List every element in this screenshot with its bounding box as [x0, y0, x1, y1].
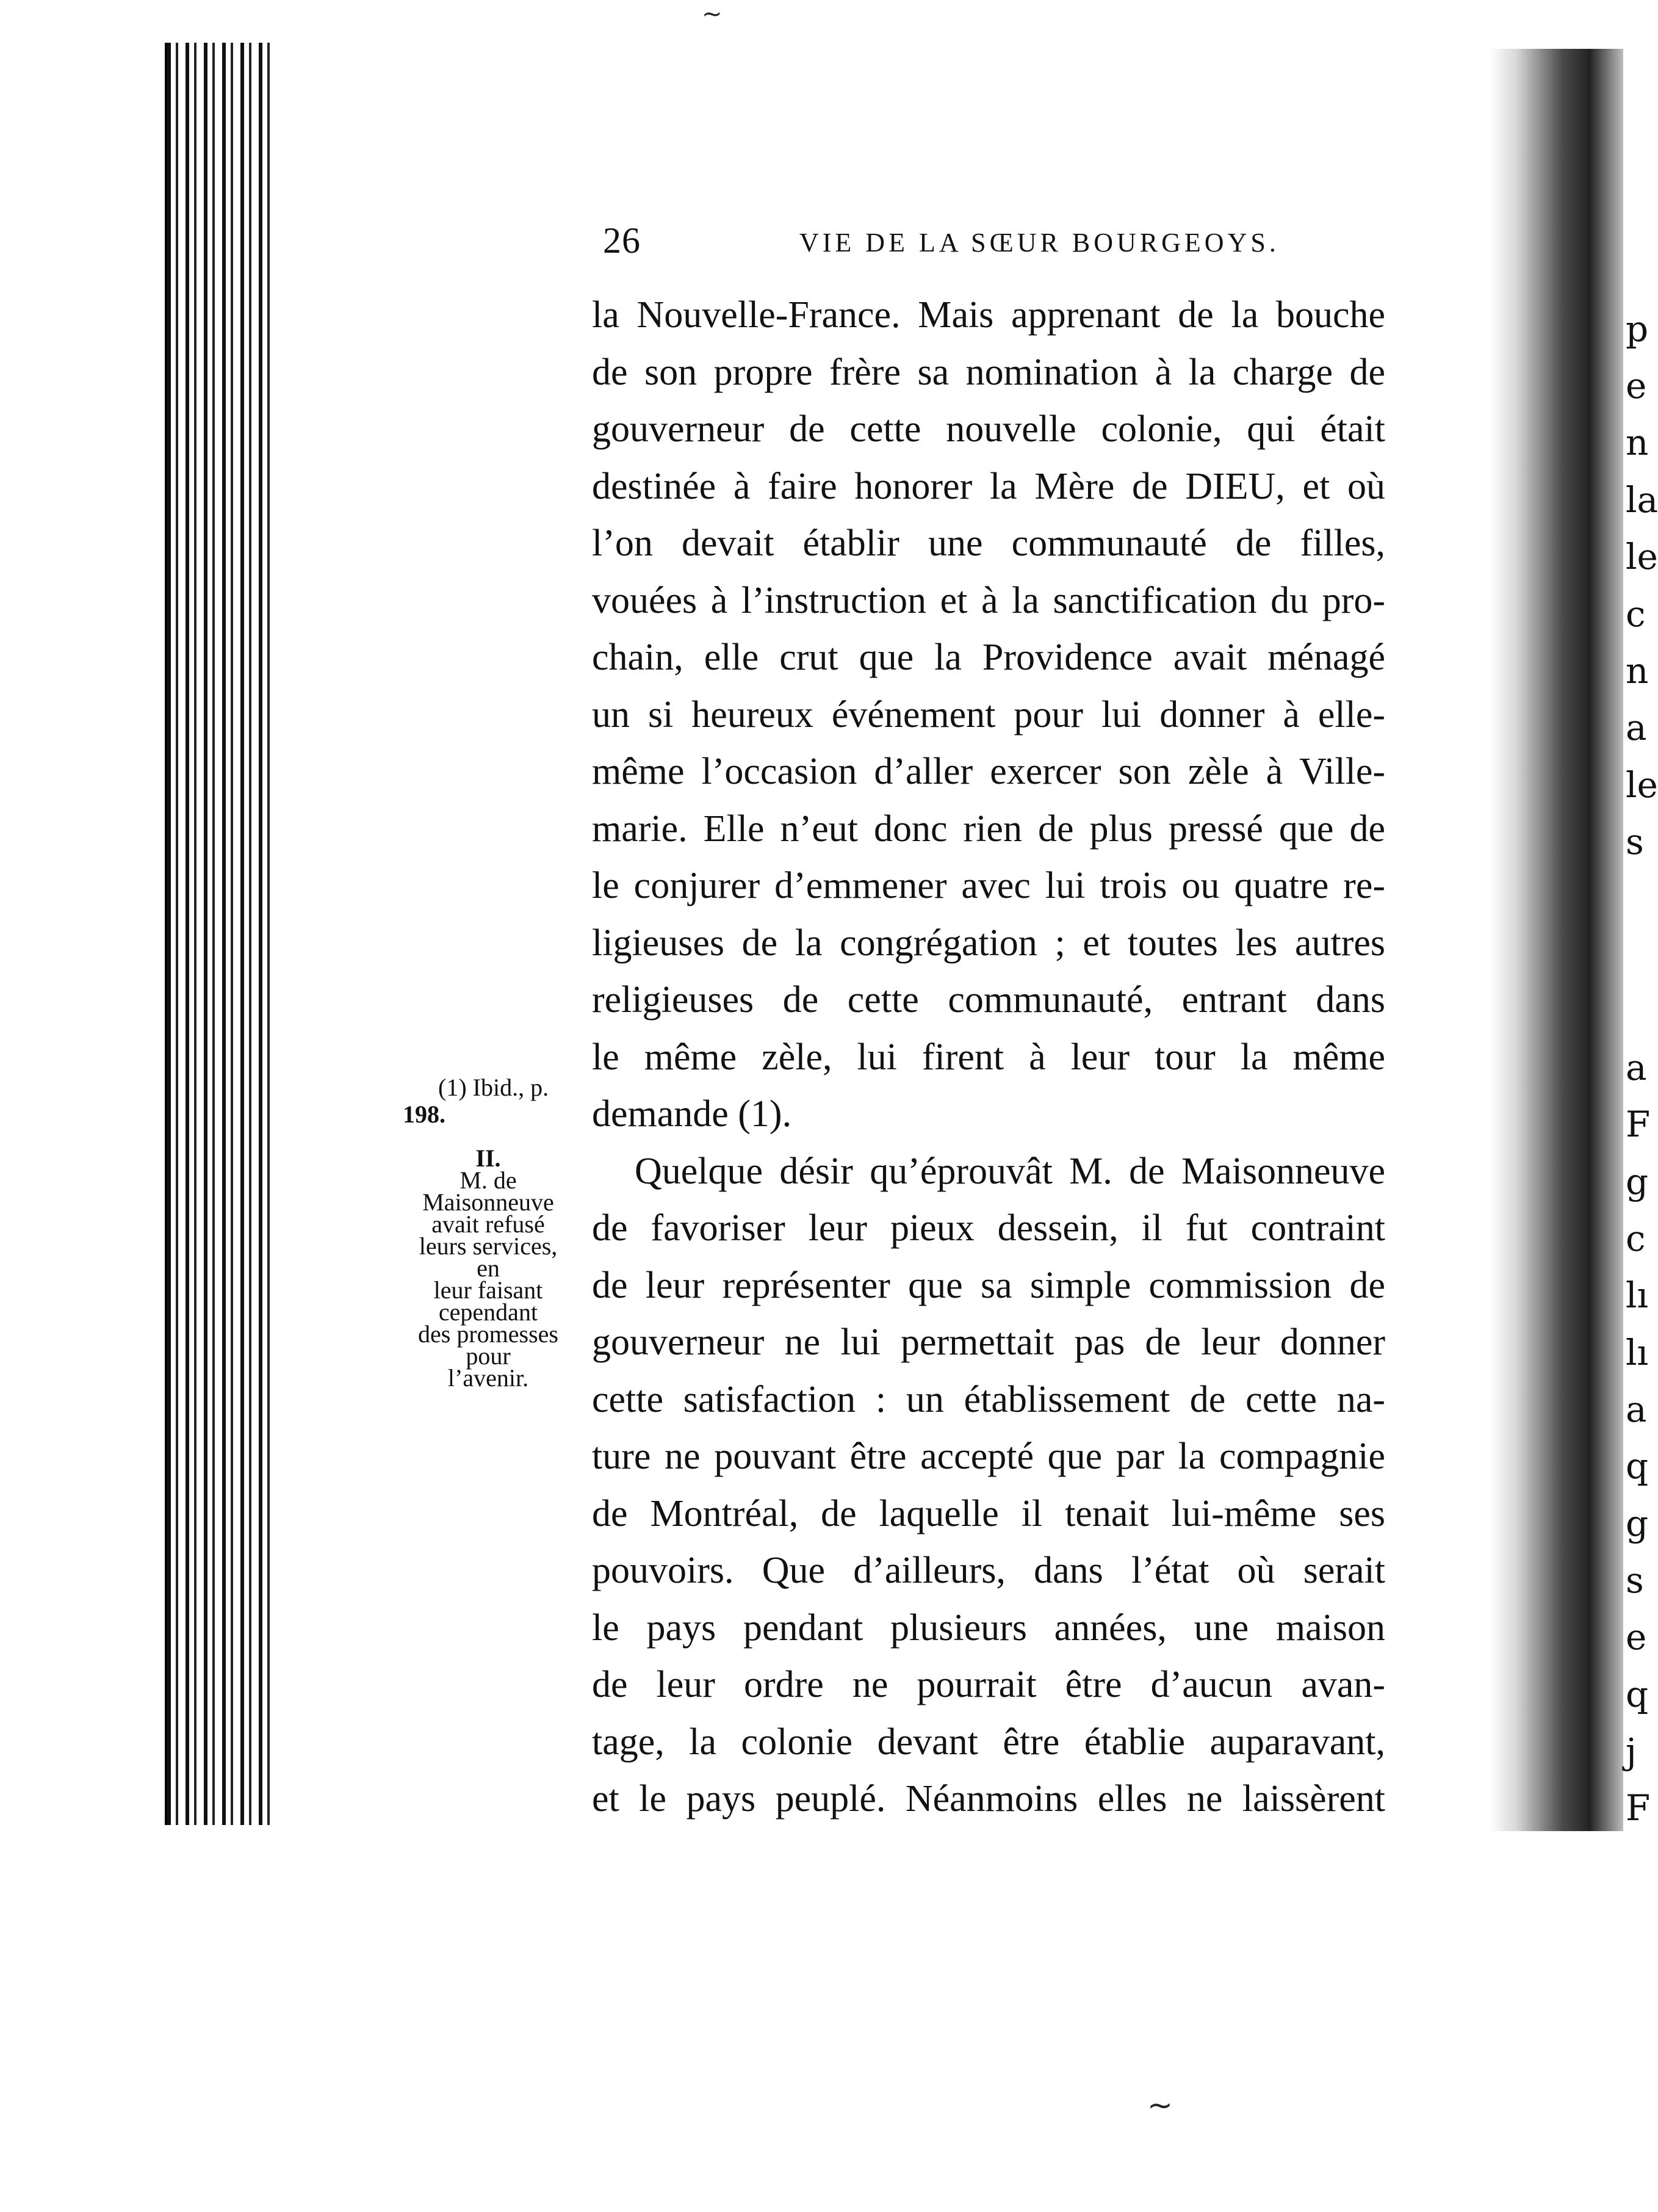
adjacent-page-letter: q	[1626, 1445, 1649, 1487]
text-line: ture ne pouvant être accepté que par la compagnie	[592, 1436, 1385, 1477]
adjacent-page-letter: lı	[1626, 1332, 1649, 1373]
marginal-note	[397, 1144, 580, 1392]
text-line: de leur ordre ne pourrait être d’aucun avan-	[592, 1664, 1385, 1705]
adjacent-page-letter: n	[1626, 422, 1649, 463]
running-head: VIE DE LA SŒUR BOURGEOYS.	[799, 228, 1280, 258]
marginal-note-line: Maisonneuve	[422, 1188, 554, 1216]
marginal-note-line: leur faisant	[433, 1276, 543, 1304]
text-line: chain, elle crut que la Providence avait ménagé	[592, 637, 1385, 678]
adjacent-page-letter: e	[1626, 1616, 1647, 1658]
adjacent-page-letter: n	[1626, 650, 1649, 692]
body-text	[592, 287, 1385, 1828]
adjacent-page-letter: a	[1626, 707, 1647, 748]
adjacent-page-letter: F	[1626, 1104, 1651, 1145]
text-line: de leur représenter que sa simple commission de	[592, 1264, 1385, 1306]
marginal-note-line: avait refusé	[431, 1210, 545, 1238]
marginal-note-line: en	[477, 1254, 500, 1282]
adjacent-page-letter: la	[1626, 479, 1658, 521]
footnote-page: 198.	[403, 1101, 445, 1128]
marginal-note-line: leurs services,	[419, 1232, 558, 1260]
adjacent-page-letter: s	[1626, 1560, 1644, 1601]
scan-artifact-top: ~	[702, 0, 723, 28]
text-line: le même zèle, lui firent à leur tour la même	[592, 1036, 1385, 1078]
adjacent-page-letter: e	[1626, 365, 1647, 407]
adjacent-page-letter: g	[1626, 1503, 1649, 1544]
text-line: et le pays peuplé. Néanmoins elles ne laissèrent	[592, 1778, 1385, 1820]
text-line: un si heureux événement pour lui donner à elle-	[592, 693, 1385, 736]
text-line: le pays pendant plusieurs années, une maison	[592, 1607, 1385, 1649]
adjacent-page-edge	[1623, 24, 1658, 1856]
page-gutter-shadow	[1489, 49, 1623, 1831]
text-line: pouvoirs. Que d’ailleurs, dans l’état où serait	[592, 1550, 1385, 1591]
scan-artifact-bottom: ~	[1147, 2087, 1173, 2123]
adjacent-page-letter: c	[1626, 593, 1646, 635]
adjacent-page-letter: a	[1626, 1389, 1647, 1430]
text-line: religieuses de cette communauté, entrant dans	[592, 979, 1385, 1021]
text-line: de favoriser leur pieux dessein, il fut contraint	[592, 1207, 1385, 1249]
adjacent-page-letter: c	[1626, 1218, 1646, 1259]
footnote	[403, 1074, 574, 1128]
text-line: même l’occasion d’aller exercer son zèle à Ville-	[592, 751, 1385, 792]
marginal-note-line: M. de	[460, 1166, 517, 1194]
text-line: de Montréal, de laquelle il tenait lui-même ses	[592, 1492, 1385, 1534]
adjacent-page-letter: q	[1626, 1674, 1649, 1715]
marginal-note-numeral: II.	[475, 1144, 501, 1172]
text-line: gouverneur ne lui permettait pas de leur donner	[592, 1321, 1385, 1363]
adjacent-page-letter: F	[1626, 1787, 1651, 1829]
text-line: cette satisfaction : un établissement de cette na-	[592, 1378, 1385, 1420]
adjacent-page-letter: s	[1626, 821, 1644, 862]
adjacent-page-letter: a	[1626, 1047, 1647, 1088]
text-line: demande (1).	[592, 1093, 792, 1135]
text-line: de son propre frère sa nomination à la charge de	[592, 351, 1385, 393]
text-line: marie. Elle n’eut donc rien de plus pressé que de	[592, 808, 1385, 850]
text-line: gouverneur de cette nouvelle colonie, qui était	[592, 408, 1385, 450]
text-line: tage, la colonie devant être établie auparavant,	[592, 1721, 1385, 1763]
text-line: Quelque désir qu’éprouvât M. de Maisonneuve	[635, 1150, 1385, 1192]
scan-left-margin	[0, 0, 183, 2212]
marginal-note-line: des promesses	[418, 1320, 558, 1348]
adjacent-page-letter: lı	[1626, 1274, 1649, 1316]
adjacent-page-letter: le	[1626, 764, 1658, 806]
text-line: destinée à faire honorer la Mère de DIEU, et où	[592, 465, 1385, 507]
adjacent-page-letter: p	[1626, 308, 1649, 350]
text-line: ligieuses de la congrégation ; et toutes les autres	[592, 922, 1385, 964]
text-line: la Nouvelle-France. Mais apprenant de la bouche	[592, 294, 1385, 336]
adjacent-page-letter: g	[1626, 1161, 1649, 1202]
adjacent-page-letter: j	[1626, 1730, 1637, 1772]
text-line: le conjurer d’emmener avec lui trois ou quatre re-	[592, 865, 1385, 906]
book-spine-edges	[165, 43, 283, 1825]
marginal-note-line: cependant	[438, 1298, 538, 1326]
marginal-note-line: pour	[466, 1342, 511, 1370]
marginal-note-line: l’avenir.	[447, 1364, 529, 1392]
text-line: l’on devait établir une communauté de filles,	[592, 522, 1385, 564]
adjacent-page-letter: le	[1626, 536, 1658, 577]
text-line: vouées à l’instruction et à la sanctification du pro-	[592, 579, 1385, 621]
page-number: 26	[603, 220, 641, 261]
footnote-citation: (1) Ibid., p.	[438, 1074, 549, 1101]
